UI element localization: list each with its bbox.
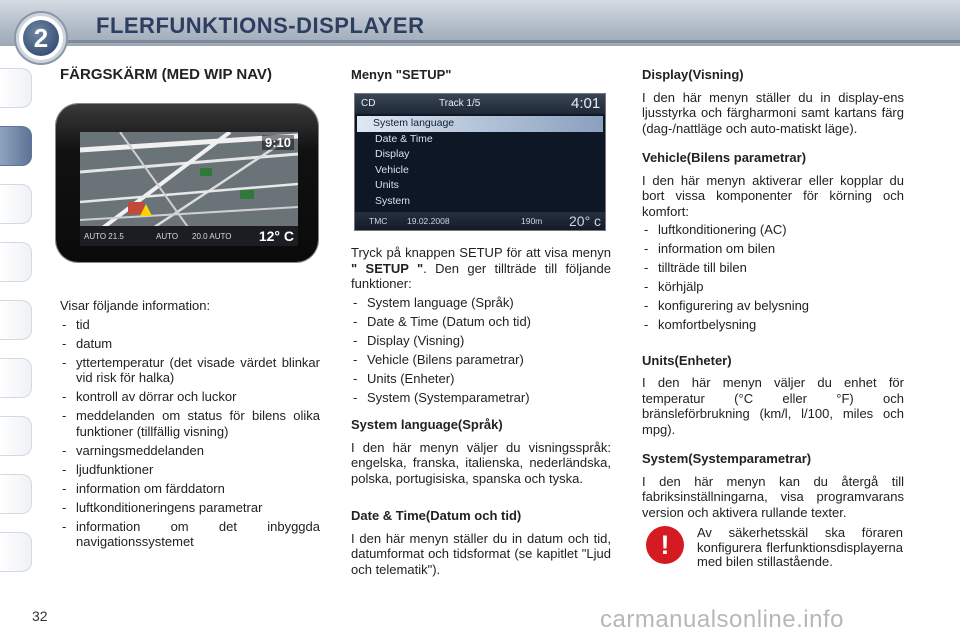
page-number: 32	[32, 608, 48, 624]
text-system: I den här menyn kan du återgå till fabriksinställningarna, visa programvarans version och aktivera rullande texter.	[642, 473, 904, 520]
info-list-item: - information om det inbyggda navigationssystemet	[60, 519, 320, 550]
text-date-time: I den här menyn ställer du in datum och tid, datumformat och tidsformat (se kapitlet "Ljud och telematik").	[351, 530, 611, 577]
left-column	[60, 298, 320, 553]
warning-icon: !	[646, 526, 684, 564]
setup-source: CD	[361, 98, 376, 109]
nav-clock: 9:10	[262, 135, 294, 150]
info-list-item: - varningsmeddelanden	[60, 443, 320, 459]
section-heading-setup: Menyn "SETUP"	[351, 67, 452, 82]
heading-date-time: Date & Time(Datum och tid)	[351, 508, 522, 523]
vehicle-list-item: - körhjälp	[642, 279, 904, 295]
setup-menu-item[interactable]: Units	[375, 179, 399, 191]
setup-intro-pre: Tryck på knappen SETUP för att visa menyn	[351, 245, 611, 260]
left-intro: Visar följande information:	[60, 298, 211, 313]
chapter-tab-6[interactable]	[0, 358, 32, 398]
vehicle-list-item: - konfigurering av belysning	[642, 298, 904, 314]
setup-function-item: - System language (Språk)	[351, 295, 611, 311]
info-list-item: - datum	[60, 336, 320, 352]
chapter-tab-2-active[interactable]	[0, 126, 32, 166]
setup-date: 19.02.2008	[407, 216, 450, 226]
chapter-tab-3[interactable]	[0, 184, 32, 224]
setup-tmc: TMC	[369, 216, 388, 226]
setup-function-item: - Units (Enheter)	[351, 371, 611, 387]
heading-system: System(Systemparametrar)	[642, 451, 812, 466]
chapter-tab-9[interactable]	[0, 532, 32, 572]
heading-display: Display(Visning)	[642, 67, 744, 82]
setup-menu-list	[357, 116, 603, 209]
section-heading-colour-screen: FÄRGSKÄRM (MED WIP NAV)	[60, 66, 272, 83]
nav-climate-left: AUTO 21.5	[84, 232, 124, 241]
setup-clock: 4:01	[571, 95, 601, 112]
chapter-tab-1[interactable]	[0, 68, 32, 108]
text-system-language: I den här menyn väljer du visningsspråk: engelska, franska, italienska, nederländska, polska, portugisiska, spanska och tyska.	[351, 439, 611, 486]
text-display: I den här menyn ställer du in display-ens ljusstyrka och färgharmoni samt kartans färg (dag-/nattläge och auto-matiskt läge).	[642, 89, 904, 136]
nav-outside-temp: 12° C	[258, 228, 294, 244]
setup-bottom-bar	[355, 212, 605, 230]
vehicle-list-item: - komfortbelysning	[642, 317, 904, 333]
setup-screen-photo	[354, 93, 606, 231]
text-units: I den här menyn väljer du enhet för temperatur (°C eller °F) och bränsleförbrukning (km/l, l/100, miles och mpg).	[642, 375, 904, 437]
chapter-tab-5[interactable]	[0, 300, 32, 340]
middle-column	[351, 245, 611, 586]
setup-function-item: - System (Systemparametrar)	[351, 390, 611, 406]
chapter-tab-4[interactable]	[0, 242, 32, 282]
setup-menu-item[interactable]: Date & Time	[375, 132, 433, 145]
text-vehicle: I den här menyn aktiverar eller kopplar du bort vissa komponenter för körning och komfort:	[642, 172, 904, 219]
setup-track: Track 1/5	[439, 98, 481, 109]
chapter-tab-8[interactable]	[0, 474, 32, 514]
nav-screen	[80, 132, 298, 246]
setup-menu-item-selected[interactable]: System language	[357, 116, 603, 132]
heading-units: Units(Enheter)	[642, 352, 732, 368]
info-list-item: - information om färddatorn	[60, 481, 320, 497]
setup-menu-item[interactable]: Vehicle	[375, 163, 409, 176]
setup-function-item: - Vehicle (Bilens parametrar)	[351, 352, 611, 368]
header-rule	[60, 40, 960, 43]
nav-climate-mode: AUTO	[156, 232, 179, 241]
setup-distance: 190m	[521, 216, 543, 226]
heading-vehicle: Vehicle(Bilens parametrar)	[642, 150, 807, 165]
setup-intro	[351, 245, 611, 292]
warning-text: Av säkerhetsskäl ska föraren konfigurera flerfunktionsdisplayerna med bilen stillastående.	[697, 525, 903, 569]
chapter-number: 2	[23, 20, 59, 56]
setup-temp: 20° c	[569, 213, 602, 229]
info-list-item: - luftkonditioneringens parametrar	[60, 500, 320, 516]
setup-status-bar	[355, 94, 605, 114]
setup-intro-bold: " SETUP "	[351, 260, 424, 276]
info-list-item: - meddelanden om status för bilens olika funktioner (tillfällig visning)	[60, 408, 320, 439]
setup-function-item: - Date & Time (Datum och tid)	[351, 314, 611, 330]
page-title: FLERFUNKTIONS-DISPLAYER	[96, 13, 425, 38]
nav-display-photo	[56, 104, 318, 262]
info-list-item: - yttertemperatur (det visade värdet blinkar vid risk för halka)	[60, 355, 320, 386]
chapter-tab-7[interactable]	[0, 416, 32, 456]
vehicle-list-item: - information om bilen	[642, 241, 904, 257]
setup-menu-item[interactable]: System	[375, 194, 411, 207]
vehicle-list	[642, 222, 904, 333]
watermark: carmanualsonline.info	[600, 606, 844, 633]
setup-function-item: - Display (Visning)	[351, 333, 611, 349]
vehicle-list-item: - luftkonditionering (AC)	[642, 222, 904, 238]
heading-system-language: System language(Språk)	[351, 417, 503, 432]
info-list-item: - ljudfunktioner	[60, 462, 320, 478]
right-column	[642, 67, 904, 529]
chapter-badge	[16, 13, 66, 63]
nav-climate-right: 20.0 AUTO	[192, 232, 232, 241]
info-list-item: - kontroll av dörrar och luckor	[60, 389, 320, 405]
left-info-list	[60, 317, 320, 550]
setup-menu-item[interactable]: Display	[375, 148, 410, 160]
info-list-item: - tid	[60, 317, 320, 333]
setup-function-list	[351, 295, 611, 406]
vehicle-list-item: - tillträde till bilen	[642, 260, 904, 276]
setup-intro-post: . Den ger tillträde till följande funktioner:	[351, 260, 611, 291]
